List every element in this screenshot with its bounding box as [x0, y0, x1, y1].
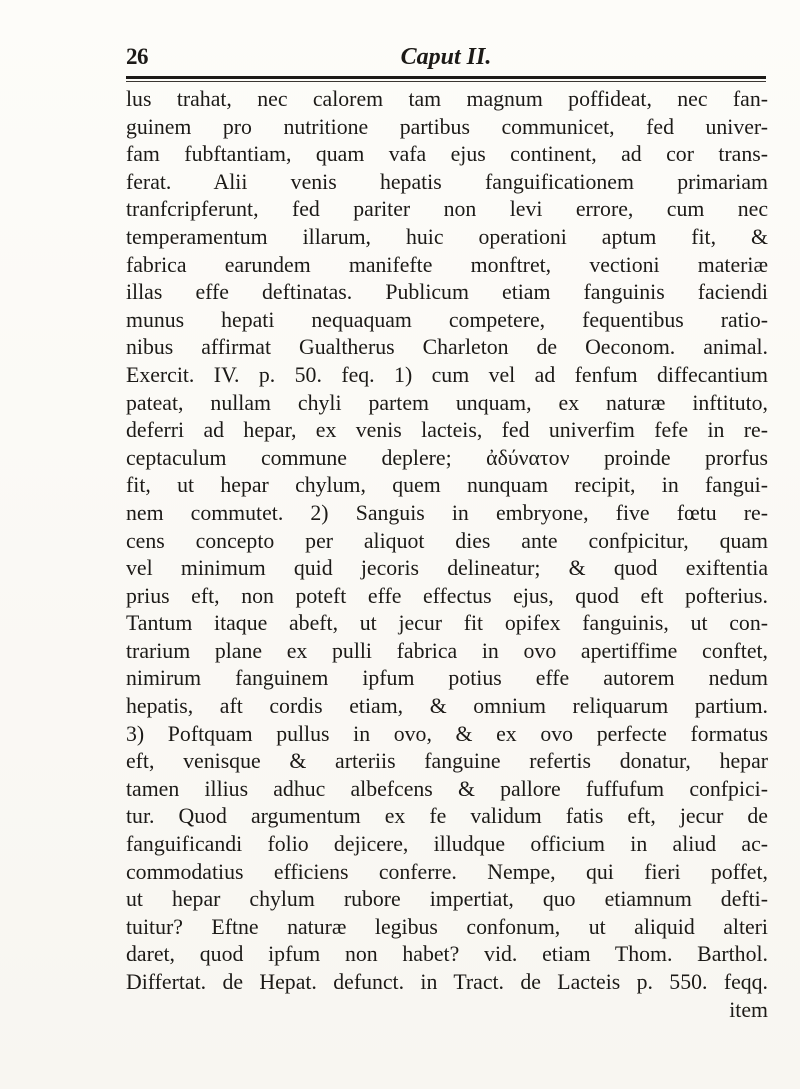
- text-line: fabrica earundem manifefte monftret, vectioni materiæ: [126, 252, 768, 277]
- page-number: 26: [126, 44, 148, 69]
- text-line: trarium plane ex pulli fabrica in ovo apertiffime conftet,: [126, 638, 768, 663]
- text-line: vel minimum quid jecoris delineatur; & quod exiftentia: [126, 556, 768, 581]
- text-line: prius eft, non poteft effe effectus ejus, quod eft pofterius.: [126, 583, 768, 608]
- text-line: cens concepto per aliquot dies ante confpicitur, quam: [126, 528, 768, 553]
- text-line: Exercit. IV. p. 50. feq. 1) cum vel ad fenfum diffecantium: [126, 362, 768, 387]
- text-line: hepatis, aft cordis etiam, & omnium reliquarum partium.: [126, 694, 768, 719]
- text-line: ut hepar chylum rubore impertiat, quo etiamnum defti-: [126, 887, 768, 912]
- catchword: item: [729, 997, 768, 1022]
- text-line: ferat. Alii venis hepatis fanguificationem primariam: [126, 169, 768, 194]
- running-head: [126, 14, 766, 70]
- text-line: illas effe deftinatas. Publicum etiam fanguinis faciendi: [126, 280, 768, 305]
- text-line: guinem pro nutritione partibus communicet, fed univer-: [126, 114, 768, 139]
- header-rule-thin: [126, 81, 766, 82]
- text-line: tuitur? Eftne naturæ legibus confonum, ut aliquid alteri: [126, 914, 768, 939]
- text-line: nem commutet. 2) Sanguis in embryone, five fœtu re-: [126, 500, 768, 525]
- text-line: pateat, nullam chyli partem unquam, ex naturæ inftituto,: [126, 390, 768, 415]
- text-line: nimirum fanguinem ipfum potius effe autorem nedum: [126, 666, 768, 691]
- text-line: deferri ad hepar, ex venis lacteis, fed univerfim fefe in re-: [126, 418, 768, 443]
- header-rule: [126, 76, 766, 79]
- text-line: Tantum itaque abeft, ut jecur fit opifex fanguinis, ut con-: [126, 611, 768, 636]
- text-line: 3) Poftquam pullus in ovo, & ex ovo perfecte formatus: [126, 721, 768, 746]
- body-text: [126, 86, 768, 1024]
- text-line: eft, venisque & arteriis fanguine refertis donatur, hepar: [126, 749, 768, 774]
- chapter-title: Caput II.: [400, 44, 492, 70]
- text-line: commodatius efficiens conferre. Nempe, qui fieri poffet,: [126, 859, 768, 884]
- text-line: Differtat. de Hepat. defunct. in Tract. de Lacteis p. 550. feqq.: [126, 970, 768, 994]
- text-line: tamen illius adhuc albefcens & pallore fuffufum confpici-: [126, 776, 768, 801]
- text-line: daret, quod ipfum non habet? vid. etiam Thom. Barthol.: [126, 942, 768, 967]
- text-line: temperamentum illarum, huic operationi aptum fit, &: [126, 224, 768, 249]
- text-line: fanguificandi folio dejicere, illudque officium in aliud ac-: [126, 832, 768, 857]
- text-line: lus trahat, nec calorem tam magnum poffideat, nec fan-: [126, 87, 768, 111]
- text-line: nibus affirmat Gualtherus Charleton de Oeconom. animal.: [126, 335, 768, 360]
- text-line: fam fubftantiam, quam vafa ejus continent, ad cor trans-: [126, 142, 768, 167]
- text-line: tranfcripferunt, fed pariter non levi errore, cum nec: [126, 197, 768, 222]
- text-line: ceptaculum commune deplere; ἀδύνατον proinde prorfus: [126, 445, 768, 470]
- text-line: fit, ut hepar chylum, quem nunquam recipit, in fangui-: [126, 473, 768, 498]
- text-line: tur. Quod argumentum ex fe validum fatis eft, jecur de: [126, 804, 768, 829]
- text-line: munus hepati nequaquam competere, fequentibus ratio-: [126, 307, 768, 332]
